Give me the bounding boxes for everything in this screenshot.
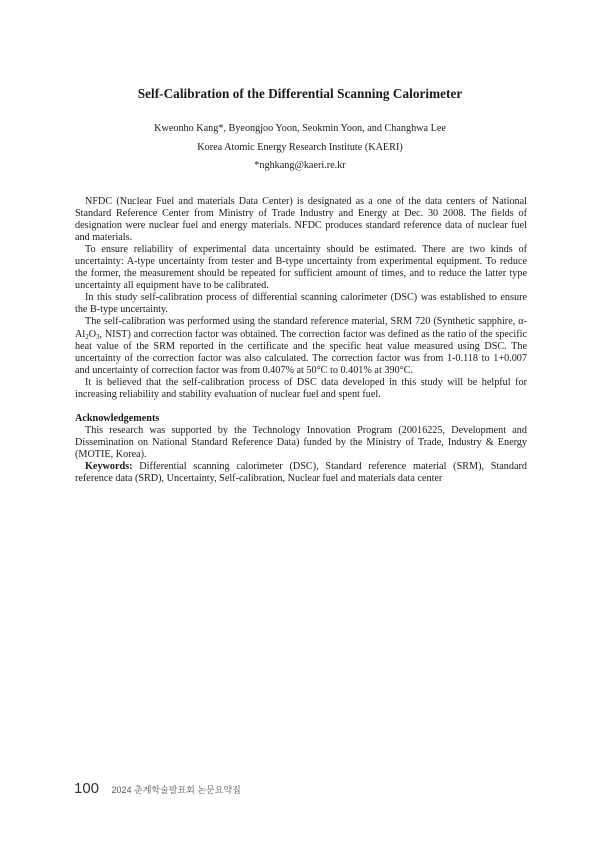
paragraph-4 (75, 316, 527, 376)
paper-title: Self-Calibration of the Differential Scanning Calorimeter (137, 86, 463, 101)
paragraph-4-part-b: , NIST) and correction factor was obtained. The correction factor was defined as the ratio of the specific heat value of the SRM reported in the certificate and the specific heat value measured using DSC. The uncertainty of the correction factor was also calculated. The correction factor was from 1-0.118 to 1+0.007 and uncertainty of correction factor was from 0.407% at 50°C to 0.401% at 390°C. (75, 328, 527, 376)
journal-name: 2024 춘계학술발표회 논문요약집 (111, 785, 241, 795)
paragraph-5: It is believed that the self-calibration process of DSC data developed in this study will be helpful for increasing reliability and stability evaluation of nuclear fuel and spent fuel. (75, 376, 527, 400)
keywords-label: Keywords: (85, 460, 133, 472)
oxygen-symbol: O (88, 328, 97, 340)
subscript-2: 2 (85, 332, 89, 341)
keywords-section (75, 461, 527, 485)
abstract-body (75, 196, 527, 485)
acknowledgements-section (75, 413, 527, 461)
contact-email: *nghkang@kaeri.re.kr (254, 160, 346, 171)
author-list: Kweonho Kang*, Byeongjoo Yoon, Seokmin Yoon, and Changhwa Lee (154, 123, 446, 134)
page-footer (74, 780, 241, 798)
acknowledgements-text: This research was supported by the Technology Innovation Program (20016225, Development and Dissemination on National Standard Reference Data) funded by the Ministry of Trade, Industry & Energy (MOTIE, Korea). (75, 424, 527, 460)
keywords-text: Differential scanning calorimeter (DSC), Standard reference material (SRM), Standard reference data (SRD), Uncertainty, Self-calibration, Nuclear fuel and materials data center (75, 460, 527, 485)
paragraph-3: In this study self-calibration process of differential scanning calorimeter (DSC) was established to ensure the B-type uncertainty. (75, 292, 527, 316)
paragraph-4-part-a: The self-calibration was performed using the standard reference material, SRM 720 (Synthetic sapphire, α-Al (75, 316, 527, 340)
paragraph-1: NFDC (Nuclear Fuel and materials Data Center) is designated as a one of the data centers of National Standard Reference Center from Ministry of Trade Industry and Energy at Dec. 30 2008. The fields of designation were nuclear fuel and energy materials. NFDC produces standard reference data of nuclear fuel and materials. (75, 196, 527, 244)
affiliation: Korea Atomic Energy Research Institute (KAERI) (197, 142, 403, 153)
acknowledgements-heading: Acknowledgements (75, 412, 160, 424)
page-number: 100 (74, 780, 100, 797)
paragraph-2: To ensure reliability of experimental data uncertainty should be estimated. There are two kinds of uncertainty: A-type uncertainty from tester and B-type uncertainty from experimental equipment. To reduce the former, the measurement should be repeated for sufficient amount of times, and to reduce the latter type uncertainty all equipment have to be calibrated. (75, 244, 527, 292)
subscript-3: 3 (96, 332, 100, 341)
